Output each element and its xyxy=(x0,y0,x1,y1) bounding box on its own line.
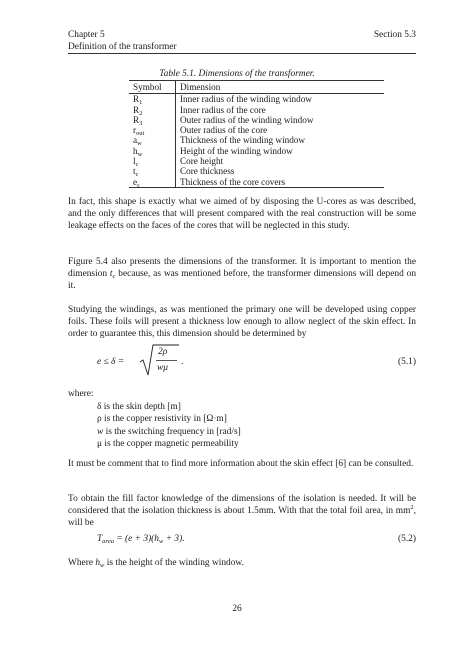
dimension-cell: Height of the winding window xyxy=(180,145,293,156)
dimension-cell: Core thickness xyxy=(180,166,235,177)
column-header-dimension: Dimension xyxy=(176,81,385,94)
symbol-cell: $a_w$ xyxy=(129,135,176,145)
table-row xyxy=(129,156,384,166)
symbol-cell: $R_1$ xyxy=(129,94,176,105)
fraction-denominator: wμ xyxy=(157,363,168,373)
table-row xyxy=(129,146,384,156)
dimensions-table xyxy=(129,80,384,188)
symbol-cell: $l_c$ xyxy=(129,156,176,166)
section-label: Section 5.3 xyxy=(373,30,416,40)
paragraph-windings: Studying the windings, as was mentioned the primary one will be developed using copper foils. These foils will present a thickness low enough to allow neglect of the skin effect. In order to guarantee this, this dimension should be determined by xyxy=(68,305,416,340)
dimension-cell: Thickness of the core covers xyxy=(176,177,385,188)
paragraph-figure-reference: Figure 5.4 also presents the dimensions of the transformer. It is important to mention the dimension $t_c$ because, as was mentioned before, the transformer dimensions will depend on it. xyxy=(68,257,417,292)
dimension-cell: Outer radius of the winding window xyxy=(180,114,314,125)
paragraph-shape: In fact, this shape is exactly what we aimed of by disposing the U-cores as was described, and the only differences that will present compared with the real construction will be some leakage effects on the faces of the cores that will be neglected in this study. xyxy=(68,197,416,232)
symbol-cell: $h_w$ xyxy=(129,146,176,156)
table-caption: Table 5.1. Dimensions of the transformer. xyxy=(159,69,315,79)
dimension-cell: Core height xyxy=(180,156,224,167)
header-subtitle: Definition of the transformer xyxy=(68,42,177,52)
dimension-cell: Inner radius of the winding window xyxy=(180,94,312,105)
fraction-numerator: 2ρ xyxy=(158,347,168,357)
symbol-cell: $R_2$ xyxy=(129,105,176,115)
symbol-definitions xyxy=(97,401,241,450)
table-row xyxy=(129,115,384,125)
where-label: where: xyxy=(68,389,94,399)
document-page: Chapter 5 Section 5.3 Definition of the transformer Table 5.1. Dimensions of the transformer. Symbol Dimension $R_1$ Inner radius of the winding window $R_2$ Inner radius of the core $R_3$ Outer radius of the winding window $r_{out}$ Outer radius of the core $a_w$ Thickness of the winding window $h_w$ Height of the winding window $l_c$ Core height $t_c$ Core thickness $e_c$ Thickness of the core covers In fact, this shape is exactly what we aimed of by disposing the U-cores as was described, and the only differences that will present compared with the real construction will be some leakage effects on the faces of the cores that will be neglected in this study. Figure 5.4 also presents the dimensions of the transformer. It is important to mention the dimension $t_c$ because, as was mentioned before, the transformer dimensions will depend on it. Studying the windings, as was mentioned the primary one will be developed using copper foils. These foils will present a thickness low enough to allow neglect of the skin effect. In order to guarantee this, this dimension should be determined by e ≤ δ = 2ρ wμ . (5.1) where: δ is the skin depth [m] ρ is the copper resistivity in [Ω·m] w is the switching frequency in [rad/s] μ is the copper magnetic permeability It must be comment that to find more information about the skin effect [6] can be consulted. To obtain the fill factor knowledge of the dimensions of the isolation is needed. It will be considered that the isolation thickness is about 1.5mm. With that the total foil area, in $mm^2$, will be $T_{area} = (e + 3)(h_w + 3)$. (5.2) Where $h_w$ is the height of the winding window. 26 xyxy=(0,0,474,671)
definition-item: w is the switching frequency in [rad/s] xyxy=(97,426,241,437)
table-row xyxy=(129,125,384,135)
table-header-row xyxy=(129,81,384,94)
header-rule xyxy=(68,53,416,54)
dimension-cell: Outer radius of the core xyxy=(180,125,268,136)
table-row xyxy=(129,177,384,188)
table-row xyxy=(129,166,384,176)
symbol-cell: $R_3$ xyxy=(129,115,176,125)
paragraph-fill-factor: To obtain the fill factor knowledge of the dimensions of the isolation is needed. It will be considered that the isolation thickness is about 1.5mm. With that the total foil area, in $mm^2$, will be xyxy=(68,494,416,529)
symbol-cell: $e_c$ xyxy=(129,177,176,188)
column-header-symbol: Symbol xyxy=(129,81,176,94)
paragraph-skin-effect: It must be comment that to find more information about the skin effect [6] can be consulted. xyxy=(68,459,414,469)
equation-foil-area: $T_{area} = (e + 3)(h_w + 3)$. xyxy=(97,534,185,545)
definition-item: μ is the copper magnetic permeability xyxy=(97,438,239,449)
dimension-cell: Thickness of the winding window xyxy=(180,135,306,146)
equation-number-5-1: (5.1) xyxy=(398,357,416,367)
chapter-label: Chapter 5 xyxy=(68,30,105,40)
dimension-cell: Inner radius of the core xyxy=(180,104,266,115)
definition-item: ρ is the copper resistivity in [Ω·m] xyxy=(97,414,227,425)
definition-item: δ is the skin depth [m] xyxy=(97,402,181,412)
page-number: 26 xyxy=(232,604,242,614)
equation-number-5-2: (5.2) xyxy=(398,534,416,544)
table-row xyxy=(129,135,384,145)
table-row xyxy=(129,105,384,115)
symbol-cell: $r_{out}$ xyxy=(129,125,176,135)
paragraph-height-note: Where $h_w$ is the height of the winding window. xyxy=(68,558,244,569)
table-row xyxy=(129,94,384,105)
symbol-cell: $t_c$ xyxy=(129,166,176,176)
